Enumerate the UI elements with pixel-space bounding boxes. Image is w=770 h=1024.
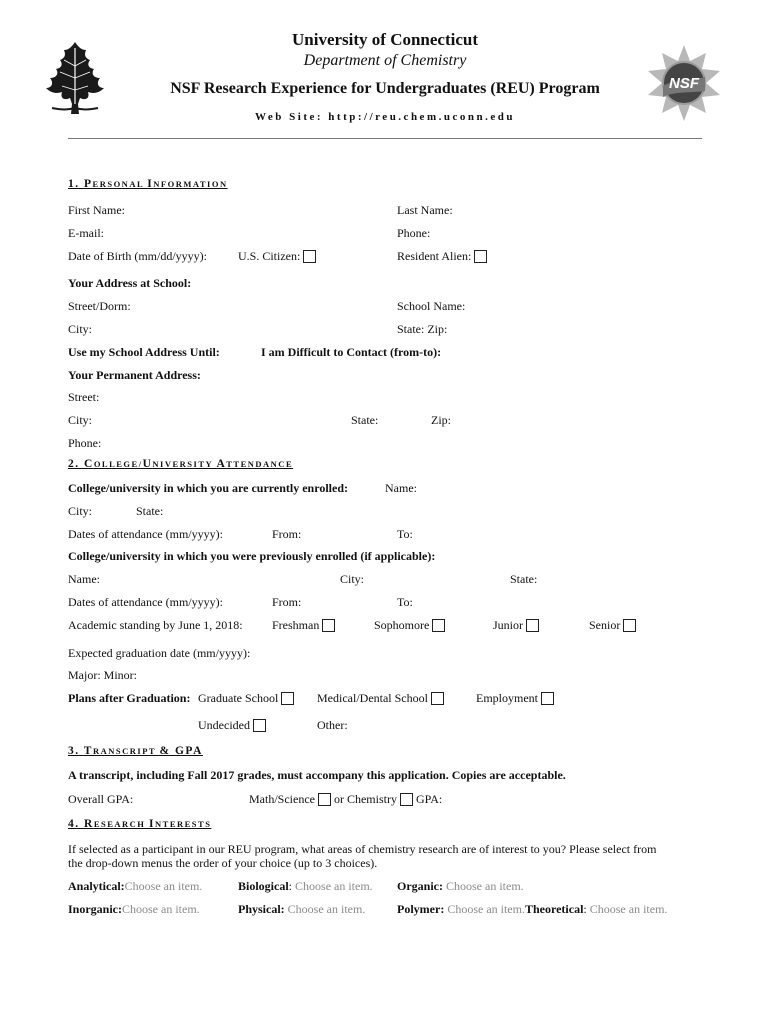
analytical-field: Analytical:Choose an item. <box>68 879 203 893</box>
section-2-heading: 2. COLLEGE/UNIVERSITY ATTENDANCE <box>68 458 294 470</box>
school-address-heading: Your Address at School: <box>68 276 192 290</box>
department-title: Department of Chemistry <box>303 52 467 69</box>
current-dates-label: Dates of attendance (mm/yyyy): <box>68 527 223 541</box>
school-state-zip-label: State: Zip: <box>397 322 448 336</box>
resident-alien-checkbox[interactable] <box>474 250 487 263</box>
medical-dental-checkbox[interactable] <box>431 692 444 705</box>
school-name-label: School Name: <box>397 299 466 313</box>
university-title: University of Connecticut <box>291 30 479 49</box>
last-name-label: Last Name: <box>397 203 453 217</box>
transcript-notice: A transcript, including Fall 2017 grades, must accompany this application. Copies are acceptable. <box>68 768 566 782</box>
dob-label: Date of Birth (mm/dd/yyyy): <box>68 249 207 263</box>
major-minor-label: Major: Minor: <box>68 668 137 682</box>
section-4-heading: 4. RESEARCH INTERESTS <box>68 818 212 830</box>
previous-college-name-label: Name: <box>68 572 100 586</box>
section-1-heading: 1. PERSONAL INFORMATION <box>68 178 228 190</box>
current-college-state-label: State: <box>136 504 164 518</box>
use-school-address-until-label: Use my School Address Until: <box>68 345 220 359</box>
us-citizen-checkbox[interactable] <box>303 250 316 263</box>
difficult-to-contact-label: I am Difficult to Contact (from-to): <box>261 345 442 359</box>
current-college-city-label: City: <box>68 504 93 518</box>
other-plans-label: Other: <box>317 718 348 732</box>
previous-from-label: From: <box>272 595 302 609</box>
inorganic-dropdown[interactable]: Choose an item. <box>122 902 200 916</box>
previous-college-heading: College/university in which you were previously enrolled (if applicable): <box>68 549 436 563</box>
previous-to-label: To: <box>397 595 413 609</box>
senior-checkbox[interactable] <box>623 619 636 632</box>
current-to-label: To: <box>397 527 413 541</box>
permanent-address-heading: Your Permanent Address: <box>68 368 201 382</box>
graduate-school-checkbox[interactable] <box>281 692 294 705</box>
senior-option: Senior <box>589 618 636 633</box>
previous-college-city-label: City: <box>340 572 365 586</box>
website-line: Web Site: http://reu.chem.uconn.edu <box>255 111 515 123</box>
nsf-logo-text: NSF <box>669 75 699 92</box>
street-dorm-label: Street/Dorm: <box>68 299 131 313</box>
chemistry-checkbox[interactable] <box>400 793 413 806</box>
junior-checkbox[interactable] <box>526 619 539 632</box>
polymer-dropdown[interactable]: Choose an item. <box>447 902 525 916</box>
polymer-theoretical-field: Polymer: Choose an item.Theoretical: Choose an item. <box>397 902 668 916</box>
permanent-phone-label: Phone: <box>68 436 102 450</box>
expected-graduation-label: Expected graduation date (mm/yyyy): <box>68 646 251 660</box>
previous-dates-label: Dates of attendance (mm/yyyy): <box>68 595 223 609</box>
freshman-checkbox[interactable] <box>322 619 335 632</box>
academic-standing-label: Academic standing by June 1, 2018: <box>68 618 243 632</box>
freshman-option: Freshman <box>272 618 335 633</box>
sophomore-checkbox[interactable] <box>432 619 445 632</box>
permanent-street-label: Street: <box>68 390 100 404</box>
undecided-checkbox[interactable] <box>253 719 266 732</box>
gpa-type-selector: Math/Science or Chemistry GPA: <box>249 792 443 806</box>
current-college-heading: College/university in which you are currently enrolled: <box>68 481 348 495</box>
inorganic-field: Inorganic:Choose an item. <box>68 902 200 916</box>
undecided-option: Undecided <box>198 718 266 733</box>
email-label: E-mail: <box>68 226 104 240</box>
header-divider <box>68 138 702 139</box>
program-title: NSF Research Experience for Undergraduates (REU) Program <box>170 80 600 97</box>
graduate-school-option: Graduate School <box>198 691 294 706</box>
organic-dropdown[interactable]: Choose an item. <box>446 879 524 893</box>
plans-after-graduation-label: Plans after Graduation: <box>68 691 191 705</box>
section-3-heading: 3. TRANSCRIPT & GPA <box>68 745 203 757</box>
permanent-zip-label: Zip: <box>431 413 451 427</box>
junior-option: Junior <box>493 618 539 633</box>
employment-option: Employment <box>476 691 554 706</box>
math-science-checkbox[interactable] <box>318 793 331 806</box>
school-city-label: City: <box>68 322 93 336</box>
employment-checkbox[interactable] <box>541 692 554 705</box>
sophomore-option: Sophomore <box>374 618 445 633</box>
resident-alien-field: Resident Alien: <box>397 249 487 264</box>
theoretical-dropdown[interactable]: Choose an item. <box>589 902 668 916</box>
uconn-oak-leaf-logo <box>38 38 112 120</box>
biological-dropdown[interactable]: Choose an item. <box>295 879 373 893</box>
organic-field: Organic: Choose an item. <box>397 879 524 893</box>
physical-dropdown[interactable]: Choose an item. <box>287 902 366 916</box>
physical-field: Physical: Choose an item. <box>238 902 366 916</box>
permanent-state-label: State: <box>351 413 379 427</box>
overall-gpa-label: Overall GPA: <box>68 792 134 806</box>
current-college-name-label: Name: <box>385 481 417 495</box>
previous-college-state-label: State: <box>510 572 538 586</box>
analytical-dropdown[interactable]: Choose an item. <box>124 879 203 893</box>
permanent-city-label: City: <box>68 413 93 427</box>
current-from-label: From: <box>272 527 302 541</box>
research-intro-line-1: If selected as a participant in our REU program, what areas of chemistry research are of interest to you? Please select from <box>68 842 657 856</box>
biological-field: Biological: Choose an item. <box>238 879 373 893</box>
first-name-label: First Name: <box>68 203 125 217</box>
medical-dental-option: Medical/Dental School <box>317 691 444 706</box>
phone-label: Phone: <box>397 226 431 240</box>
us-citizen-field: U.S. Citizen: <box>238 249 316 264</box>
research-intro-line-2: the drop-down menus the order of your choice (up to 3 choices). <box>68 856 378 870</box>
